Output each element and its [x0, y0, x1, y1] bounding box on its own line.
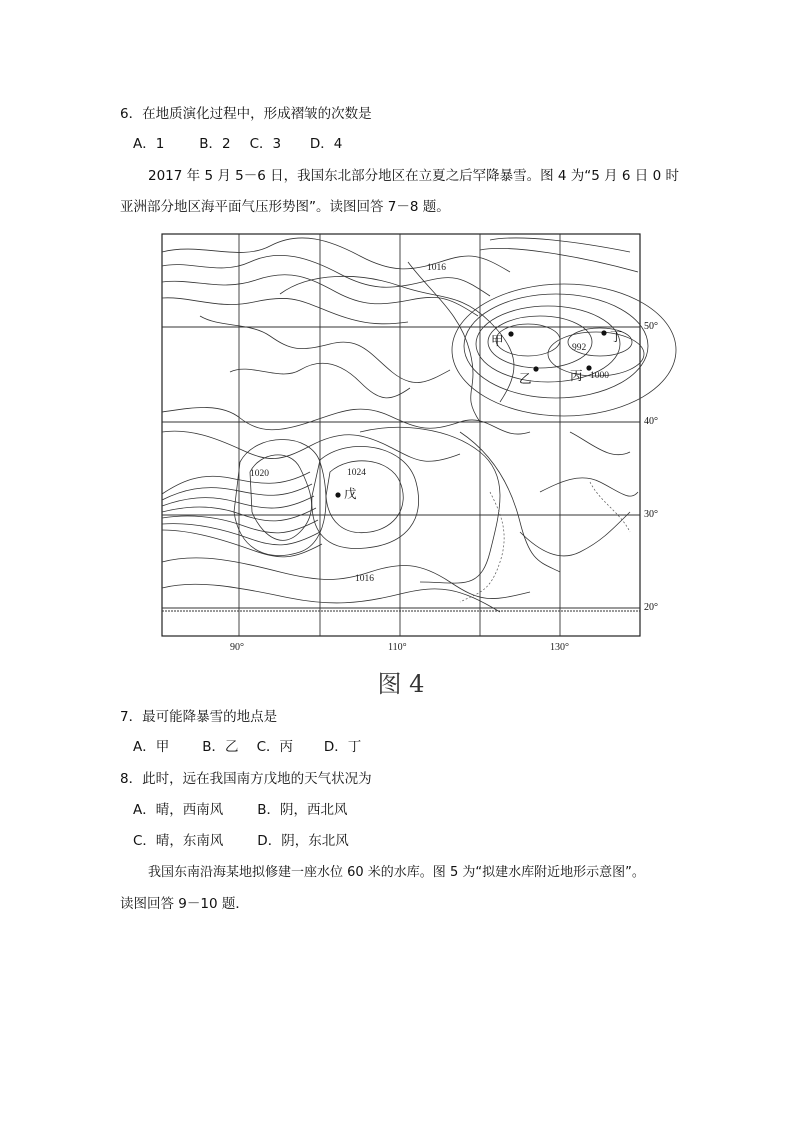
lon-label-130: 130°: [550, 642, 569, 653]
intro-7-8-line2: 亚洲部分地区海平面气压形势图”。读图回答 7－8 题。: [120, 199, 450, 215]
isobar-label: 1000: [590, 371, 609, 381]
isobar-label: 1016: [427, 263, 446, 273]
pressure-map-svg: [160, 232, 642, 653]
option-b[interactable]: B．2: [199, 136, 231, 152]
option-a[interactable]: A．1: [133, 136, 165, 152]
lat-label-30: 30°: [644, 509, 658, 520]
isobar-label: 1024: [347, 468, 366, 478]
point-yi-marker: [533, 366, 538, 371]
lon-label-110: 110°: [388, 642, 407, 653]
option-a[interactable]: A．晴，西南风: [133, 802, 224, 818]
option-d[interactable]: D．丁: [323, 739, 362, 755]
lat-label-20: 20°: [644, 602, 658, 613]
figure-4-caption: 图 4: [377, 670, 425, 698]
question-8-options-row1: [133, 802, 348, 818]
option-c[interactable]: C．3: [249, 136, 282, 152]
isobar-label: 1020: [250, 469, 269, 479]
intro-7-8-line1: 2017 年 5 月 5－6 日，我国东北部分地区在立夏之后罕降暴雪。图 4 为“5 月 6 日 0 时: [148, 168, 679, 184]
point-ding-label: 丁: [610, 329, 623, 344]
intro-9-10-line2: 读图回答 9－10 题．: [120, 896, 249, 912]
option-c[interactable]: C．丙: [256, 739, 294, 755]
point-wu-label: 戊: [344, 486, 357, 501]
point-ding-marker: [601, 330, 606, 335]
option-d[interactable]: D．阴，东北风: [257, 833, 349, 849]
question-8-options-row2: [133, 833, 349, 849]
point-yi-label: 乙: [519, 371, 532, 386]
lon-label-90: 90°: [230, 642, 244, 653]
point-wu-marker: [335, 492, 340, 497]
figure-4-pressure-map: [160, 232, 658, 698]
question-8-stem: 8．此时，远在我国南方戊地的天气状况为: [120, 771, 372, 787]
isobar-label: 1016: [355, 574, 374, 584]
option-d[interactable]: D．4: [309, 136, 343, 152]
option-b[interactable]: B．乙: [202, 739, 239, 755]
question-7-stem: 7．最可能降暴雪的地点是: [120, 709, 278, 725]
option-c[interactable]: C．晴，东南风: [133, 833, 224, 849]
lat-label-40: 40°: [644, 416, 658, 427]
lat-label-50: 50°: [644, 321, 658, 332]
point-bing-marker: [586, 365, 591, 370]
point-bing-label: 丙: [570, 368, 583, 383]
point-jia-marker: [508, 331, 513, 336]
question-6-stem: 6．在地质演化过程中，形成褶皱的次数是: [120, 106, 372, 122]
isobar-label: 992: [572, 343, 587, 353]
option-b[interactable]: B．阴，西北风: [257, 802, 348, 818]
question-7-options: [133, 739, 361, 755]
option-a[interactable]: A．甲: [133, 739, 170, 755]
intro-9-10-line1: 我国东南沿海某地拟修建一座水位 60 米的水库。图 5 为“拟建水库附近地形示意图”。: [148, 865, 645, 880]
point-jia-label: 甲: [491, 333, 504, 348]
question-6-options: [133, 136, 342, 152]
